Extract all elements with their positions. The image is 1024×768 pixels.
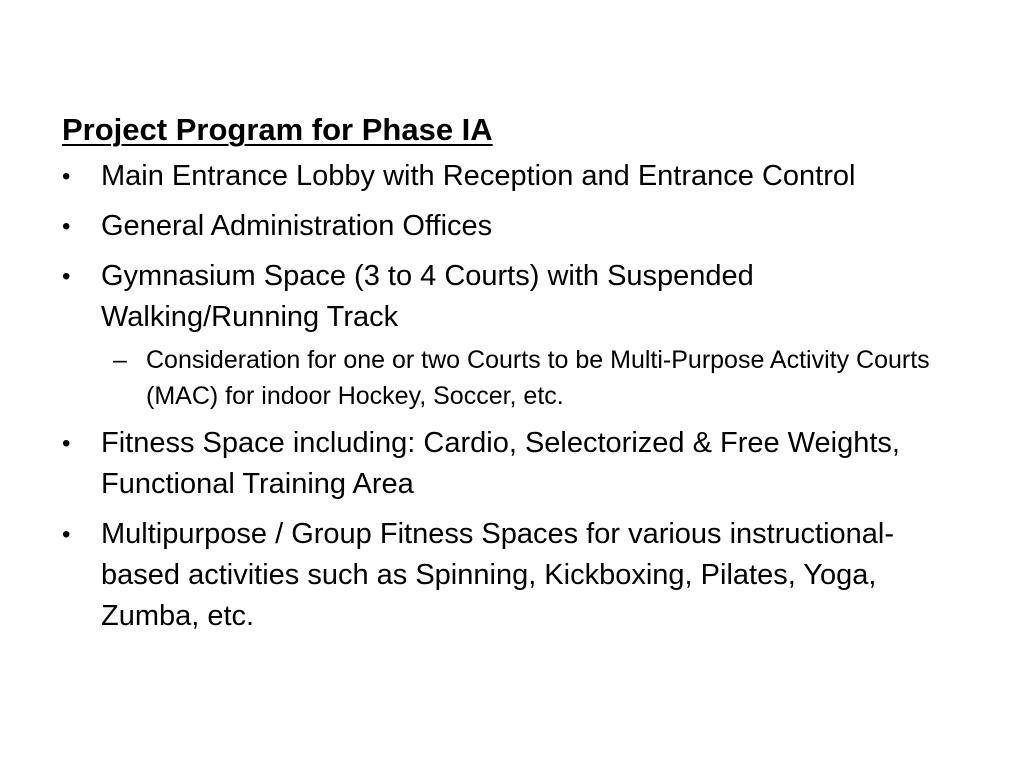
bullet-list <box>62 156 962 637</box>
dash-icon: – <box>113 346 127 374</box>
bullet-text: Fitness Space including: Cardio, Selectorized & Free Weights, Functional Training Area <box>101 427 900 500</box>
slide-content <box>62 108 962 646</box>
bullet-item-lobby <box>62 156 962 197</box>
bullet-item-multipurpose <box>62 514 962 637</box>
bullet-icon: • <box>62 213 71 240</box>
bullet-text: Main Entrance Lobby with Reception and Entrance Control <box>101 160 856 192</box>
sub-bullet-text: Consideration for one or two Courts to be Multi-Purpose Activity Courts (MAC) for indoor Hockey, Soccer, etc. <box>146 346 930 410</box>
bullet-text: General Administration Offices <box>101 210 493 242</box>
sub-bullet-item-mac <box>101 342 962 414</box>
sub-bullet-list <box>101 342 962 414</box>
bullet-icon: • <box>62 163 71 190</box>
bullet-icon: • <box>62 430 71 457</box>
bullet-text: Multipurpose / Group Fitness Spaces for various instructional-based activities such as Spinning, Kickboxing, Pilates, Yoga, Zumba, etc. <box>101 518 895 632</box>
bullet-text: Gymnasium Space (3 to 4 Courts) with Suspended Walking/Running Track <box>101 260 754 333</box>
bullet-icon: • <box>62 521 71 548</box>
slide-heading: Project Program for Phase IA <box>62 112 493 147</box>
bullet-item-fitness <box>62 423 962 505</box>
bullet-icon: • <box>62 263 71 290</box>
bullet-item-gymnasium <box>62 256 962 414</box>
bullet-item-administration <box>62 206 962 247</box>
